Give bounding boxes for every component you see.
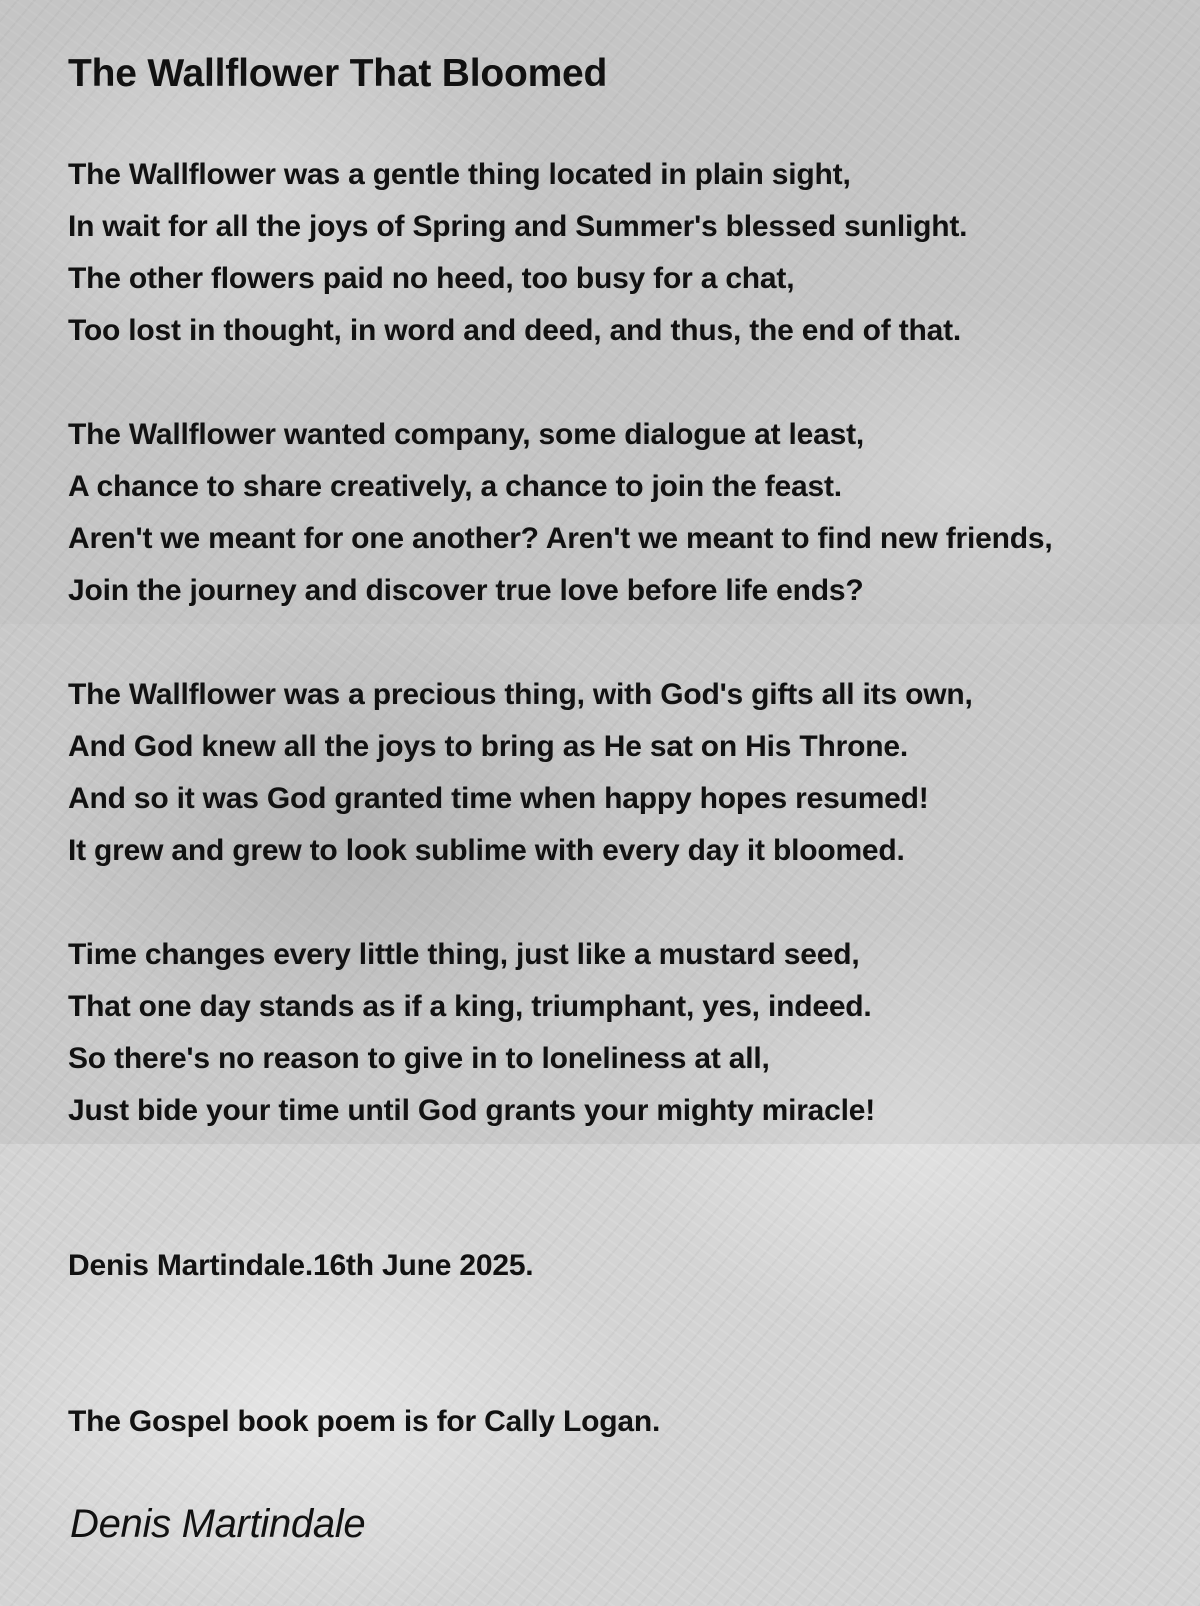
- poem-line: Time changes every little thing, just like a mustard seed,: [68, 938, 860, 971]
- poem-line: Just bide your time until God grants your mighty miracle!: [68, 1094, 876, 1127]
- poem-line: Aren't we meant for one another? Aren't we meant to find new friends,: [68, 522, 1053, 555]
- signature-date: Denis Martindale.16th June 2025.: [68, 1249, 534, 1282]
- stanza-3: [68, 669, 973, 877]
- poem-line: The Wallflower wanted company, some dialogue at least,: [68, 418, 865, 451]
- poem-line: Too lost in thought, in word and deed, and thus, the end of that.: [68, 314, 962, 347]
- poem-line: That one day stands as if a king, triumphant, yes, indeed.: [68, 990, 872, 1023]
- author-name: Denis Martindale: [70, 1502, 366, 1546]
- poem-line: The Wallflower was a gentle thing located in plain sight,: [68, 158, 851, 191]
- poem-line: The Wallflower was a precious thing, with God's gifts all its own,: [68, 678, 973, 711]
- poem-line: The other flowers paid no heed, too busy for a chat,: [68, 262, 795, 295]
- stanza-4: [68, 929, 875, 1137]
- poem-line: So there's no reason to give in to loneliness at all,: [68, 1042, 770, 1075]
- poem-line: A chance to share creatively, a chance to join the feast.: [68, 470, 842, 503]
- poem-line: In wait for all the joys of Spring and Summer's blessed sunlight.: [68, 210, 968, 243]
- poem-line: Join the journey and discover true love before life ends?: [68, 574, 864, 607]
- dedication: The Gospel book poem is for Cally Logan.: [68, 1405, 661, 1438]
- poem-line: And God knew all the joys to bring as He sat on His Throne.: [68, 730, 908, 763]
- poem-title: The Wallflower That Bloomed: [68, 52, 608, 95]
- stanza-1: [68, 149, 967, 357]
- poem-line: And so it was God granted time when happy hopes resumed!: [68, 782, 929, 815]
- stanza-2: [68, 409, 1052, 617]
- poem-line: It grew and grew to look sublime with every day it bloomed.: [68, 834, 905, 867]
